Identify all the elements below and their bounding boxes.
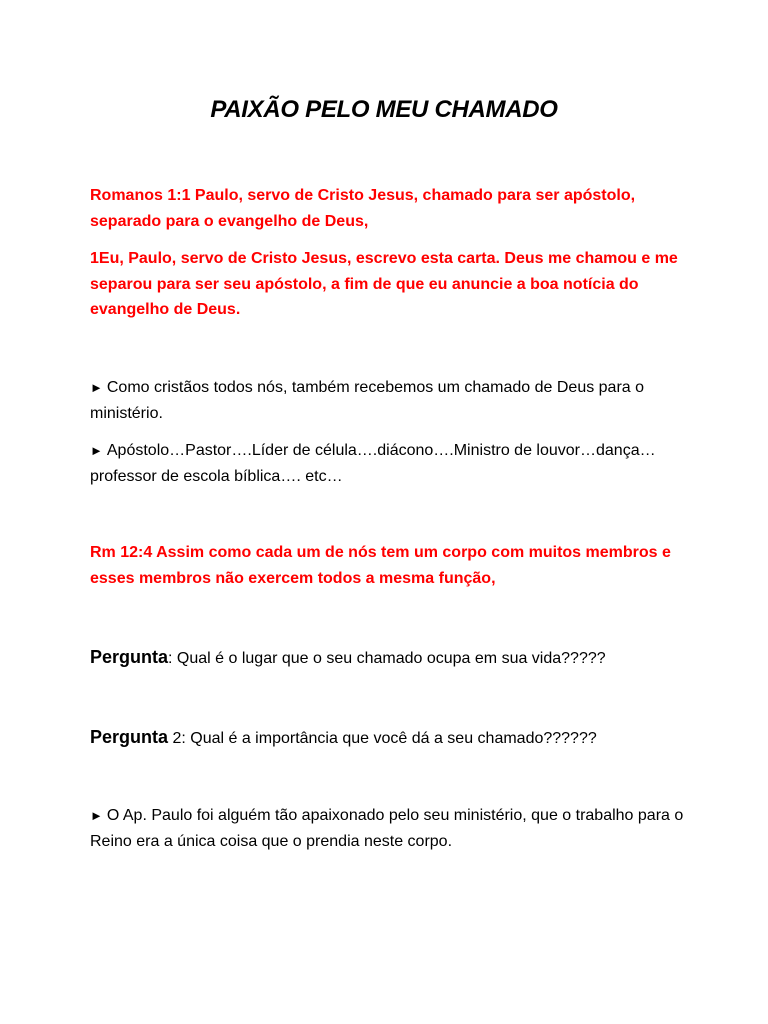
- bullet-text-2: Apóstolo…Pastor….Líder de célula….diácono….Ministro de louvor…dança…professor de escola bíblica…. etc…: [90, 442, 656, 485]
- question-2: [90, 725, 690, 752]
- question-2-label: Pergunta: [90, 727, 169, 747]
- arrow-bullet-icon: ►: [90, 443, 103, 458]
- arrow-bullet-icon: ►: [90, 380, 103, 395]
- verse-romanos-12-4: Rm 12:4 Assim como cada um de nós tem um corpo com muitos membros e esses membros não exercem todos a mesma função,: [90, 544, 671, 587]
- bullet-text-1: Como cristãos todos nós, também recebemos um chamado de Deus para o ministério.: [90, 379, 645, 422]
- document-title: PAIXÃO PELO MEU CHAMADO: [210, 96, 558, 123]
- bullet-paragraph-2: [90, 438, 690, 489]
- bullet-paragraph-1: [90, 375, 690, 426]
- question-2-text: 2: Qual é a importância que você dá a seu chamado??????: [168, 730, 597, 747]
- question-1: [90, 645, 690, 672]
- verse-romanos-1-1: Romanos 1:1 Paulo, servo de Cristo Jesus, chamado para ser apóstolo, separado para o evangelho de Deus,: [90, 187, 636, 230]
- bullet-paragraph-3: [90, 803, 690, 854]
- bullet-text-3: O Ap. Paulo foi alguém tão apaixonado pelo seu ministério, que o trabalho para o Reino era a única coisa que o prendia neste corpo.: [90, 807, 684, 850]
- arrow-bullet-icon: ►: [90, 808, 103, 823]
- question-1-text: : Qual é o lugar que o seu chamado ocupa em sua vida?????: [168, 650, 606, 667]
- verse-paraphrase: 1Eu, Paulo, servo de Cristo Jesus, escrevo esta carta. Deus me chamou e me separou para ser seu apóstolo, a fim de que eu anuncie a boa notícia do evangelho de Deus.: [90, 250, 678, 318]
- question-1-label: Pergunta: [90, 647, 169, 667]
